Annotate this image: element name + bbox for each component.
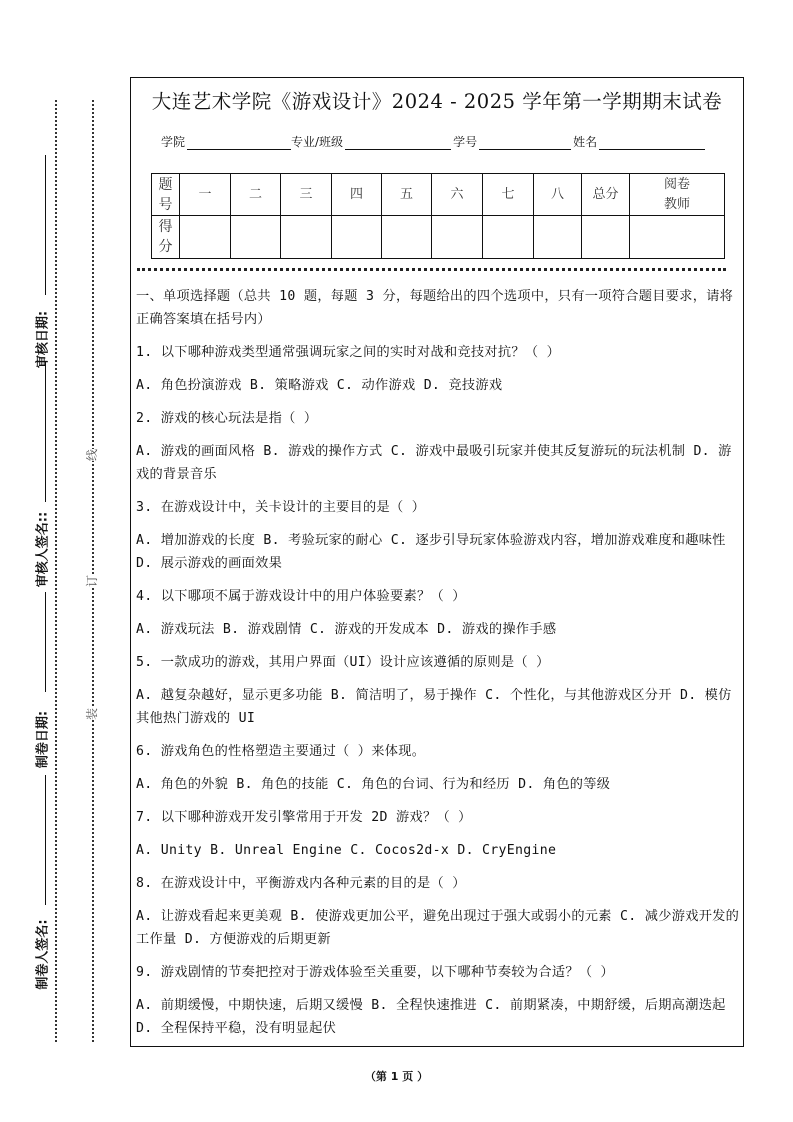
- major-class-label: 专业/班级: [291, 135, 344, 149]
- binding-dotted-line-outer: [55, 100, 57, 1042]
- col-header-5: 五: [382, 174, 432, 216]
- question-2-stem: 2. 游戏的核心玩法是指（ ）: [136, 411, 318, 426]
- question-4-stem: 4. 以下哪项不属于游戏设计中的用户体验要素？（ ）: [136, 589, 466, 604]
- question-9-stem: 9. 游戏剧情的节奏把控对于游戏体验至关重要，以下哪种节奏较为合适？（ ）: [136, 965, 615, 980]
- col-header-3: 三: [281, 174, 332, 216]
- paper-maker-signature-label: 制卷人签名:: [35, 919, 51, 990]
- col-header-grader: [630, 174, 725, 216]
- score-cell-total[interactable]: [582, 216, 630, 259]
- question-6-options: A. 角色的外貌 B. 角色的技能 C. 角色的台词、行为和经历 D. 角色的等级: [136, 777, 611, 792]
- score-cell-2[interactable]: [231, 216, 281, 259]
- col-header-2: 二: [231, 174, 281, 216]
- question-1-stem: 1. 以下哪种游戏类型通常强调玩家之间的实时对战和竞技对抗？（ ）: [136, 345, 561, 360]
- question-9-options: A. 前期缓慢，中期快速，后期又缓慢 B. 全程快速推进 C. 前期紧凑，中期舒缓，后期高潮迭起 D. 全程保持平稳，没有明显起伏: [136, 998, 726, 1036]
- question-2-options: A. 游戏的画面风格 B. 游戏的操作方式 C. 游戏中最吸引玩家并使其反复游玩的玩法机制 D. 游戏的背景音乐: [136, 444, 732, 482]
- question-7-options: A. Unity B. Unreal Engine C. Cocos2d-x D. CryEngine: [136, 843, 557, 858]
- score-cell-3[interactable]: [281, 216, 332, 259]
- page-number: （第 1 页 ）: [364, 1070, 429, 1083]
- student-info-row: [161, 133, 705, 150]
- college-label: 学院: [161, 135, 186, 149]
- score-cell-6[interactable]: [432, 216, 483, 259]
- question-5-options: A. 越复杂越好，显示更多功能 B. 简洁明了，易于操作 C. 个性化，与其他游戏区分开 D. 模仿其他热门游戏的 UI: [136, 688, 732, 726]
- score-table-score-row: [152, 216, 725, 259]
- student-id-field[interactable]: [479, 135, 571, 150]
- question-6-stem: 6. 游戏角色的性格塑造主要通过（ ）来体现。: [136, 744, 426, 759]
- question-1-options: A. 角色扮演游戏 B. 策略游戏 C. 动作游戏 D. 竞技游戏: [136, 378, 503, 393]
- auditor-signature-underline: [45, 592, 46, 692]
- binding-char-ding: 订: [85, 574, 100, 588]
- binding-char-zhuang: 装: [85, 707, 100, 721]
- col-header-7: 七: [483, 174, 534, 216]
- score-table: [151, 173, 725, 259]
- header-dotted-separator: [137, 268, 726, 271]
- name-label: 姓名: [573, 135, 598, 149]
- question-8-stem: 8. 在游戏设计中，平衡游戏内各种元素的目的是（ ）: [136, 876, 466, 891]
- grader-header-line2: 教师: [663, 196, 690, 212]
- score-cell-5[interactable]: [382, 216, 432, 259]
- binding-char-xian: 线: [85, 448, 100, 462]
- col-header-4: 四: [332, 174, 382, 216]
- exam-paper-frame: [130, 77, 744, 1047]
- question-5-stem: 5. 一款成功的游戏，其用户界面（UI）设计应该遵循的原则是（ ）: [136, 655, 550, 670]
- grader-header-line1: 阅卷: [663, 176, 690, 192]
- score-cell-7[interactable]: [483, 216, 534, 259]
- paper-date-label: 制卷日期:: [35, 710, 51, 769]
- name-field[interactable]: [599, 135, 705, 150]
- col-header-8: 八: [534, 174, 582, 216]
- question-3-stem: 3. 在游戏设计中，关卡设计的主要目的是（ ）: [136, 500, 426, 515]
- question-number-header: [152, 174, 180, 216]
- binding-dotted-line-inner: [92, 100, 94, 1042]
- audit-date-underline-bottom: [45, 362, 46, 502]
- paper-date-underline: [45, 775, 46, 905]
- major-class-field[interactable]: [345, 135, 451, 150]
- score-cell-4[interactable]: [332, 216, 382, 259]
- score-header: [152, 216, 180, 259]
- question-3-options: A. 增加游戏的长度 B. 考验玩家的耐心 C. 逐步引导玩家体验游戏内容，增加游戏难度和趣味性 D. 展示游戏的画面效果: [136, 533, 726, 571]
- score-cell-8[interactable]: [534, 216, 582, 259]
- auditor-signature-label: 审核人签名::: [35, 511, 51, 588]
- col-header-1: 一: [180, 174, 231, 216]
- audit-date-underline-top: [45, 155, 46, 295]
- question-7-stem: 7. 以下哪种游戏开发引擎常用于开发 2D 游戏？（ ）: [136, 810, 472, 825]
- col-header-6: 六: [432, 174, 483, 216]
- audit-date-label: 审核日期:: [35, 310, 51, 369]
- exam-title: 大连艺术学院《游戏设计》2024 - 2025 学年第一学期期末试卷: [151, 90, 723, 113]
- score-table-header-row: [152, 174, 725, 216]
- question-number-header-text: 题号: [158, 176, 173, 213]
- section-single-choice: [136, 285, 741, 1040]
- score-header-text: 得分: [158, 219, 173, 255]
- score-cell-1[interactable]: [180, 216, 231, 259]
- score-cell-grader[interactable]: [630, 216, 725, 259]
- col-header-total: 总分: [582, 174, 630, 216]
- question-8-options: A. 让游戏看起来更美观 B. 使游戏更加公平，避免出现过于强大或弱小的元素 C. 减少游戏开发的工作量 D. 方便游戏的后期更新: [136, 909, 740, 947]
- college-field[interactable]: [187, 135, 291, 150]
- question-4-options: A. 游戏玩法 B. 游戏剧情 C. 游戏的开发成本 D. 游戏的操作手感: [136, 622, 557, 637]
- student-id-label: 学号: [453, 135, 478, 149]
- section-heading: 一、单项选择题（总共 10 题，每题 3 分，每题给出的四个选项中，只有一项符合题目要求，请将正确答案填在括号内）: [136, 289, 734, 327]
